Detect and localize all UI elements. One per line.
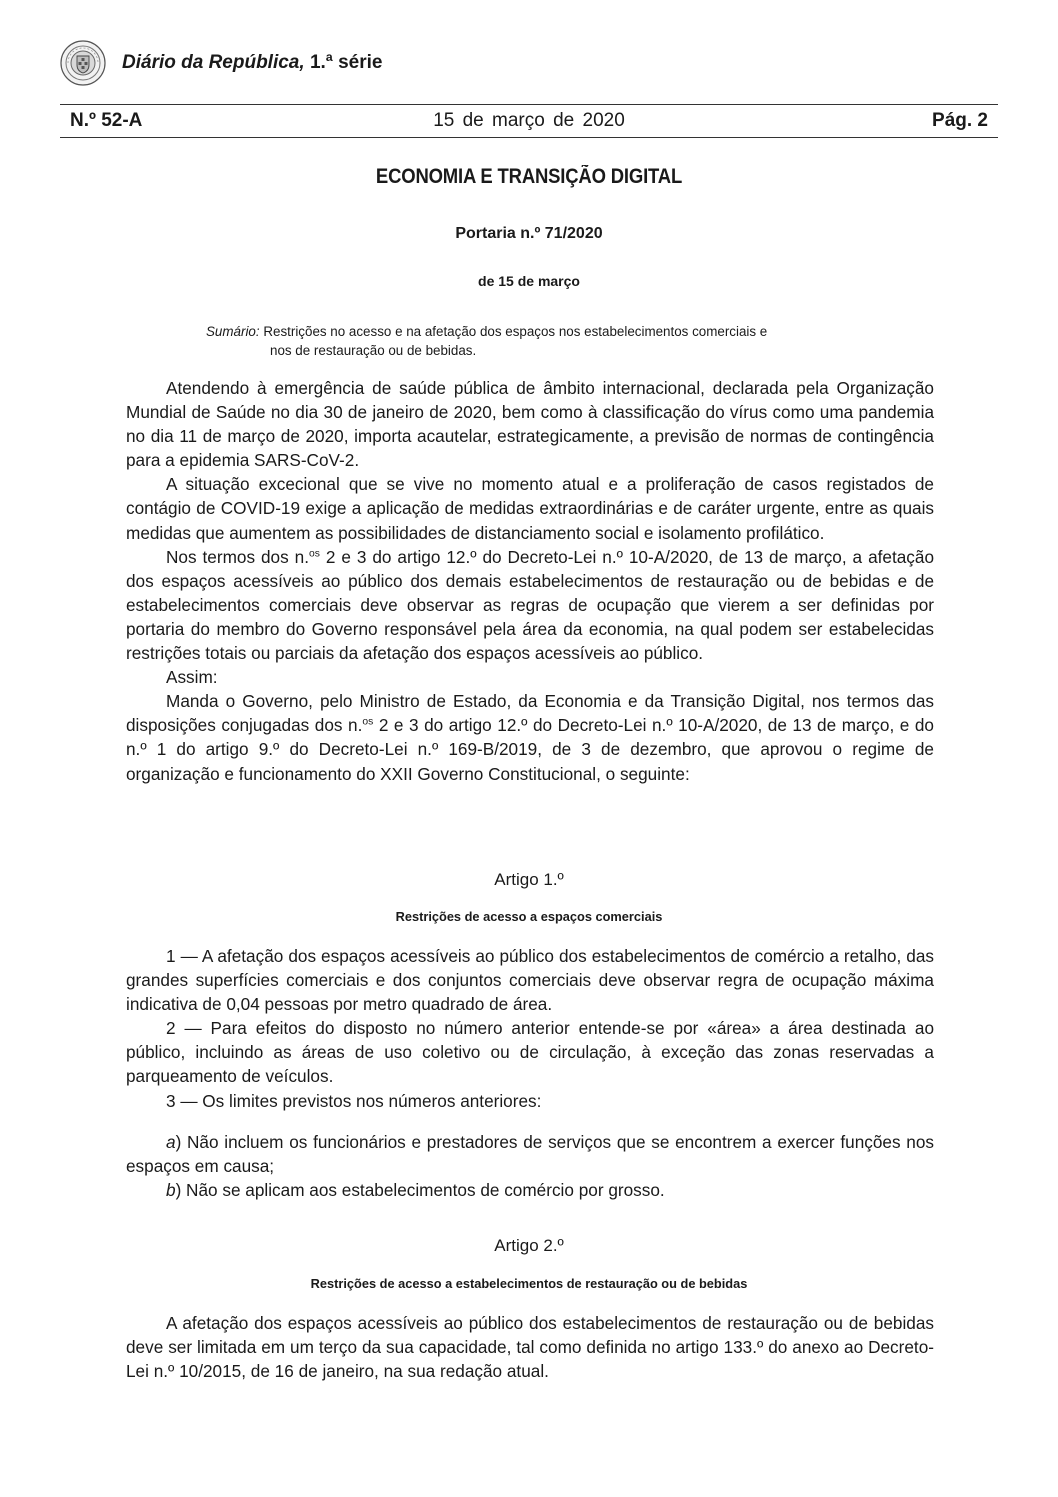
article-1-number-2: 2 — Para efeitos do disposto no número anterior entende-se por «área» a área destinada ao público, incluindo as áreas de uso coletivo ou de circulação, à exceção das zonas reservadas a parqueamento de veículos. [126,1018,934,1087]
header-bottom-rule [60,137,998,138]
article-2-body [126,1311,934,1383]
preamble-paragraph-3-part-b: 2 e 3 do artigo 12.º do Decreto-Lei n.º 10-A/2020, de 13 de março, a afetação dos espaços acessíveis ao público dos demais estabelecimentos de restauração ou de bebidas e de estabelecimentos comerciais deve observar as regras de ocupação que vierem a ser definidas por portaria do membro do Governo responsável pela área da economia, na qual podem ser estabelecidas restrições totais ou parciais da afetação dos espaços acessíveis ao público. [126,546,935,664]
page-number: Pág. 2 [932,110,988,131]
issue-number: N.º 52-A [70,110,143,131]
preamble-paragraph-5-part-b: 2 e 3 do artigo 12.º do Decreto-Lei n.º 10-A/2020, de 13 de março, e do n.º 1 do artigo 9.º do Decreto-Lei n.º 169-B/2019, de 3 de dezembro, que aprovou o regime de organização e funcionamento do XXII Governo Constitucional, o seguinte: [126,715,934,784]
preamble-paragraph-4: Assim: [166,667,218,688]
issue-bar [70,110,988,136]
article-1-body [126,944,934,1113]
item-b-text: ) Não se aplicam aos estabelecimentos de comércio por grosso. [175,1180,665,1201]
article-1-number: Artigo 1.º [494,870,564,889]
superscript-os: os [362,716,374,728]
summary-block [206,322,866,360]
portaria-title: Portaria n.º 71/2020 [455,225,603,242]
preamble [126,376,934,786]
superscript-os: os [308,547,320,559]
article-1-number-3: 3 — Os limites previstos nos números anteriores: [166,1090,542,1111]
summary-line-2: nos de restauração ou de bebidas. [270,343,477,358]
article-1-item-b [126,1178,934,1202]
portaria-date: de 15 de março [478,273,580,289]
preamble-paragraph-5-part-a: Manda o Governo, pelo Ministro de Estado, da Economia e da Transição Digital, nos termos das disposições conjugadas dos n. [126,691,934,736]
article-1-subitems [126,1130,934,1202]
preamble-paragraph-3-part-a: Nos termos dos n. [166,546,309,567]
preamble-paragraph-2: A situação excecional que se vive no momento atual e a proliferação de casos registados de contágio de COVID-19 exige a aplicação de medidas extraordinárias e de caráter urgente, entre as quais medidas que aumentem as possibilidades de distanciamento social e isolamento profilático. [126,474,934,543]
item-a-letter: a [166,1132,176,1152]
preamble-paragraph-5 [126,689,934,785]
preamble-paragraph-3 [126,545,934,665]
article-1-item-a [126,1130,934,1178]
journal-series: 1.ª série [309,52,383,73]
article-2-heading: Restrições de acesso a estabelecimentos de restauração ou de bebidas [310,1276,748,1291]
masthead [60,38,382,88]
article-2-paragraph: A afetação dos espaços acessíveis ao público dos estabelecimentos de restauração ou de bebidas deve ser limitada em um terço da sua capacidade, tal como definida no artigo 133.º do anexo ao Decreto-Lei n.º 10/2015, de 16 de janeiro, na sua redação atual. [126,1313,934,1382]
ministry-heading: ECONOMIA E TRANSIÇÃO DIGITAL [375,165,683,188]
summary-label: Sumário: [206,324,260,339]
coat-of-arms-seal-icon [60,40,106,86]
journal-title [122,52,382,74]
article-2-number: Artigo 2.º [494,1236,564,1255]
article-1-heading: Restrições de acesso a espaços comerciais [395,909,663,924]
issue-date: 15 de março de 2020 [433,110,625,131]
item-a-text: ) Não incluem os funcionários e prestadores de serviços que se encontrem a exercer funções nos espaços em causa; [126,1132,934,1177]
header-top-rule [60,104,998,105]
journal-name: Diário da República, [122,52,305,73]
article-1-number-1: 1 — A afetação dos espaços acessíveis ao público dos estabelecimentos de comércio a retalho, das grandes superfícies comerciais e dos conjuntos comerciais deve observar regra de ocupação máxima indicativa de 0,04 pessoas por metro quadrado de área. [126,946,934,1015]
item-b-letter: b [166,1180,176,1201]
preamble-paragraph-1: Atendendo à emergência de saúde pública de âmbito internacional, declarada pela Organização Mundial de Saúde no dia 30 de janeiro de 2020, bem como à classificação do vírus como uma pandemia no dia 11 de março de 2020, importa acautelar, estrategicamente, a previsão de normas de contingência para a epidemia SARS-CoV-2. [126,378,934,471]
summary-line-1: Restrições no acesso e na afetação dos espaços nos estabelecimentos comerciais e [263,324,768,339]
